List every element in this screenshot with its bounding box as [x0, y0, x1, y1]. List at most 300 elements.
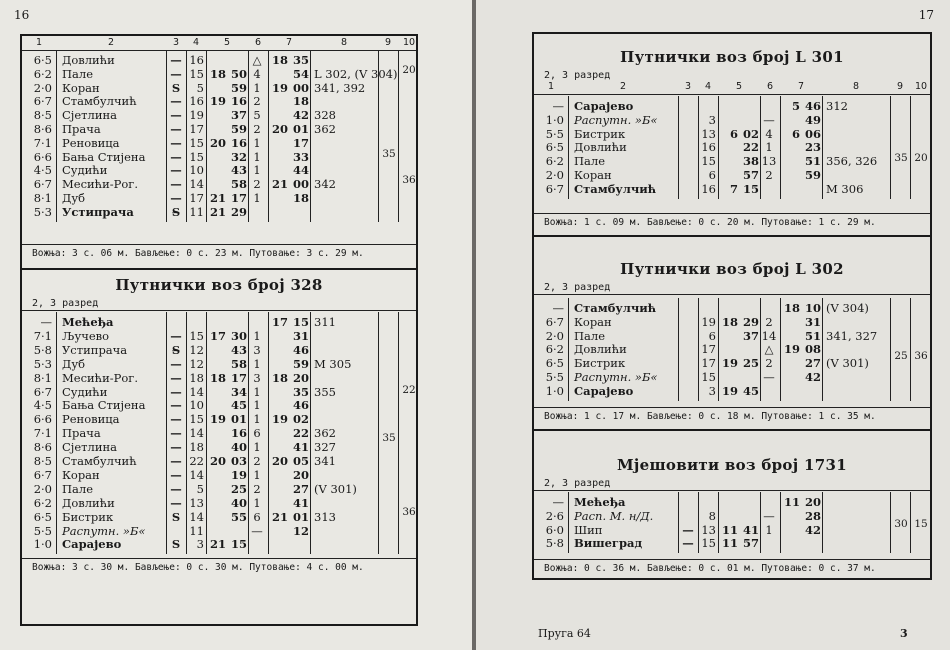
run-minutes: 22	[189, 454, 204, 468]
station-name: Устипрача	[62, 342, 128, 357]
km-cell: 6·5	[33, 509, 52, 524]
timetable-section	[534, 98, 930, 195]
station-name: Пале	[574, 154, 605, 169]
departure-minute: 08	[804, 342, 821, 357]
dwell-minutes: 1	[253, 398, 261, 413]
run-minutes: 16	[701, 140, 716, 155]
run-minutes: 13	[701, 126, 716, 141]
dwell-minutes: 4	[765, 126, 773, 141]
departure-minute: 22	[292, 426, 309, 441]
arrival-hour: 19	[209, 94, 226, 109]
run-minutes: 3	[708, 112, 716, 127]
run-minutes: 17	[189, 122, 204, 136]
dwell-minutes: 1	[253, 80, 261, 95]
column-number: 6	[766, 81, 774, 92]
dwell-minutes: 13	[761, 154, 777, 169]
km-cell: 5·8	[545, 536, 564, 551]
timetable-frame	[532, 32, 932, 580]
km-cell: 6·7	[33, 467, 52, 482]
timetable-frame	[20, 34, 418, 626]
dwell-minutes: △	[764, 342, 774, 357]
arrival-minute: 45	[742, 383, 759, 398]
station-name: Стамбулчић	[62, 94, 137, 109]
arrival-minute: 43	[230, 342, 247, 357]
stop-mark: S	[171, 509, 181, 524]
run-minutes: 14	[189, 509, 204, 524]
arrival-minute: 59	[230, 80, 247, 95]
departure-minute: 42	[292, 108, 309, 123]
arrival-minute: 16	[230, 426, 247, 441]
km-cell: 7·1	[33, 135, 52, 150]
departure-minute: 10	[804, 301, 821, 315]
station-name: Сарајево	[574, 99, 634, 113]
km-cell: 8·5	[33, 108, 52, 123]
run-minutes: 15	[701, 154, 716, 169]
run-minutes: 10	[189, 163, 204, 178]
sheet-number: 3	[900, 627, 908, 640]
departure-minute: 27	[292, 481, 309, 496]
page-number: 16	[14, 8, 30, 22]
arrival-hour: 20	[209, 135, 226, 150]
station-name: Коран	[62, 467, 100, 482]
km-cell: 6·5	[545, 140, 564, 155]
arrival-hour: 18	[721, 314, 738, 329]
run-minutes: 16	[189, 53, 204, 67]
run-minutes: 19	[701, 314, 716, 329]
table-row	[534, 169, 930, 183]
table-row	[534, 385, 930, 399]
footer-rule	[534, 559, 930, 560]
arrival-minute: 15	[742, 181, 759, 196]
km-cell: 6·7	[545, 314, 564, 329]
table-row	[534, 510, 930, 524]
dwell-minutes: 2	[253, 454, 261, 468]
departure-minute: 51	[804, 154, 821, 169]
dwell-minutes: 1	[253, 191, 261, 205]
station-name: Распутн. »Б«	[574, 112, 658, 127]
arrival-minute: 38	[742, 154, 759, 169]
stop-mark: S	[171, 80, 181, 95]
dwell-minutes: 5	[253, 108, 261, 123]
station-name: Бистрик	[574, 356, 626, 371]
departure-minute: 15	[292, 315, 309, 329]
departure-minute: 31	[292, 328, 309, 343]
footer-rule	[22, 244, 416, 245]
connections-note: (V 301)	[826, 356, 869, 371]
arrival-minute: 37	[230, 108, 247, 123]
connections-note: 362	[314, 122, 336, 136]
arrival-minute: 58	[230, 177, 247, 192]
km-cell: 1·0	[545, 112, 564, 127]
km-cell: 2·0	[545, 328, 564, 343]
arrival-minute: 16	[230, 94, 247, 109]
table-row	[534, 114, 930, 128]
timetable-section	[534, 300, 930, 397]
station-name: Сарајево	[574, 383, 634, 398]
column-number: 1	[547, 81, 555, 92]
stop-mark: —	[170, 149, 182, 164]
arrival-minute: 59	[230, 122, 247, 136]
arrival-minute: 22	[742, 140, 759, 155]
arrival-minute: 25	[742, 356, 759, 371]
connections-note: (V 304)	[826, 301, 869, 315]
departure-minute: 20	[292, 370, 309, 385]
stop-mark: —	[170, 163, 182, 178]
arrival-minute: 32	[230, 149, 247, 164]
km-cell: 7·1	[33, 328, 52, 343]
dwell-minutes: △	[252, 53, 262, 67]
km-cell: 8·5	[33, 454, 52, 468]
table-row	[534, 100, 930, 114]
connections-note: 341, 327	[826, 328, 878, 343]
connections-note: L 302, (V 304)	[314, 66, 398, 81]
arrival-minute: 57	[742, 168, 759, 182]
timetable-section	[22, 314, 416, 550]
column-number: 2	[107, 37, 115, 48]
title-rule	[22, 310, 416, 311]
station-name: Реновица	[62, 412, 120, 427]
arrival-minute: 45	[230, 398, 247, 413]
column-number: 3	[684, 81, 692, 92]
station-name: Пале	[574, 328, 605, 343]
departure-hour: 20	[271, 122, 288, 136]
departure-minute: 20	[804, 495, 821, 509]
km-cell: 6·6	[33, 412, 52, 427]
stop-mark: —	[170, 398, 182, 413]
departure-minute: 20	[292, 467, 309, 482]
connections-note: 311	[314, 315, 336, 329]
km-cell: 6·2	[545, 154, 564, 169]
departure-hour: 17	[271, 315, 288, 329]
run-minutes: 10	[189, 398, 204, 413]
dwell-minutes: 1	[253, 384, 261, 399]
table-row	[22, 469, 416, 483]
km-cell: 8·1	[33, 191, 52, 205]
side-value: 36	[402, 174, 416, 186]
table-row	[22, 538, 416, 552]
dwell-minutes: 1	[253, 149, 261, 164]
table-row	[22, 316, 416, 330]
departure-minute: 06	[804, 126, 821, 141]
station-name: Коран	[574, 168, 612, 182]
column-number: 5	[223, 37, 231, 48]
station-name: Мећеђа	[62, 315, 114, 329]
station-name: Судићи	[62, 384, 108, 399]
station-name: Бистрик	[574, 126, 626, 141]
run-minutes: 11	[189, 204, 204, 219]
table-row	[534, 141, 930, 155]
dwell-minutes: 14	[761, 328, 777, 343]
station-name: Вишеград	[574, 536, 643, 551]
route-label: Пруга 64	[538, 627, 591, 640]
connections-note: M 306	[826, 181, 864, 196]
run-minutes: 15	[189, 66, 204, 81]
departure-hour: 18	[271, 370, 288, 385]
departure-hour: 18	[271, 53, 288, 67]
departure-minute: 51	[804, 328, 821, 343]
station-name: Довлићи	[574, 342, 627, 357]
station-name: Судићи	[62, 163, 108, 178]
run-minutes: 18	[189, 440, 204, 455]
km-cell: 4·5	[33, 163, 52, 178]
arrival-hour: 21	[209, 204, 226, 219]
km-cell: 6·7	[33, 177, 52, 192]
run-minutes: 17	[189, 191, 204, 205]
run-minutes: 5	[196, 481, 204, 496]
station-name: Шип	[574, 522, 603, 537]
station-name: Распутн. »Б«	[574, 370, 658, 384]
station-name: Месићи-Рог.	[62, 177, 138, 192]
timetable-section	[22, 52, 416, 218]
side-value: 36	[402, 506, 416, 518]
station-name: Коран	[574, 314, 612, 329]
column-number: 4	[192, 37, 200, 48]
arrival-hour: 19	[721, 383, 738, 398]
column-number: 1	[35, 37, 43, 48]
connections-note: 355	[314, 384, 336, 399]
run-minutes: 13	[189, 495, 204, 510]
run-minutes: 6	[708, 328, 716, 343]
arrival-minute: 16	[230, 135, 247, 150]
km-cell: 5·5	[545, 370, 564, 384]
km-cell: 6·5	[545, 356, 564, 371]
departure-minute: 18	[292, 94, 309, 109]
stop-mark: —	[170, 454, 182, 468]
connections-note: 312	[826, 99, 848, 113]
stop-mark: —	[170, 66, 182, 81]
connections-note: 341	[314, 454, 336, 468]
km-cell: 2·0	[33, 481, 52, 496]
table-row	[22, 123, 416, 137]
table-row	[534, 343, 930, 357]
departure-minute: 46	[804, 99, 821, 113]
departure-hour: 21	[271, 177, 288, 192]
side-value: 25	[894, 350, 908, 362]
dwell-minutes: 1	[765, 522, 773, 537]
departure-minute: 59	[804, 168, 821, 182]
dwell-minutes: —	[763, 370, 775, 384]
table-row	[22, 68, 416, 82]
connections-note: 313	[314, 509, 336, 524]
run-minutes: 15	[701, 536, 716, 551]
title-rule	[534, 490, 930, 491]
side-value: 35	[382, 148, 396, 160]
dwell-minutes: 1	[253, 356, 261, 371]
stop-mark: —	[170, 53, 182, 67]
section-rule	[22, 268, 416, 270]
departure-minute: 42	[804, 522, 821, 537]
journey-summary: Вожња: 0 с. 36 м. Бављење: 0 с. 01 м. Путовање: 0 с. 37 м.	[544, 563, 876, 575]
column-number: 9	[384, 37, 392, 48]
table-row	[534, 302, 930, 316]
departure-hour: 19	[271, 80, 288, 95]
stop-mark: —	[170, 356, 182, 371]
departure-minute: 42	[804, 370, 821, 384]
footer-rule	[534, 407, 930, 408]
table-row	[22, 483, 416, 497]
table-row	[22, 358, 416, 372]
dwell-minutes: 1	[253, 495, 261, 510]
side-value: 36	[914, 350, 928, 362]
departure-hour: 6	[791, 126, 800, 141]
departure-hour: 19	[783, 342, 800, 357]
journey-summary: Вожња: 1 с. 09 м. Бављење: 0 с. 20 м. Путовање: 1 с. 29 м.	[544, 216, 876, 228]
km-cell: 6·6	[33, 149, 52, 164]
station-name: Прача	[62, 122, 101, 136]
table-row	[22, 206, 416, 220]
station-name: Бистрик	[62, 509, 114, 524]
departure-minute: 02	[292, 412, 309, 427]
table-row	[534, 128, 930, 142]
stop-mark: —	[682, 536, 694, 551]
departure-minute: 01	[292, 122, 309, 136]
station-name: Довлићи	[62, 495, 115, 510]
side-value: 35	[382, 432, 396, 444]
departure-minute: 18	[292, 191, 309, 205]
table-row	[534, 155, 930, 169]
km-cell: 6·7	[545, 181, 564, 196]
class-note: 2, 3 разред	[544, 282, 611, 293]
run-minutes: 14	[189, 426, 204, 441]
page-number: 17	[918, 8, 934, 22]
stop-mark: S̶	[171, 342, 181, 357]
run-minutes: 15	[189, 149, 204, 164]
connections-note: M 305	[314, 356, 352, 371]
km-cell: 6·5	[33, 53, 52, 67]
departure-hour: 11	[783, 495, 800, 509]
stop-mark: —	[170, 440, 182, 455]
run-minutes: 15	[189, 135, 204, 150]
arrival-hour: 19	[721, 356, 738, 371]
column-number: 7	[797, 81, 805, 92]
stop-mark: —	[170, 467, 182, 482]
stop-mark: —	[170, 328, 182, 343]
dwell-minutes: —	[763, 508, 775, 523]
stop-mark: —	[170, 94, 182, 109]
section-rule	[534, 429, 930, 431]
station-name: Коран	[62, 80, 100, 95]
journey-summary: Вожња: 3 с. 06 м. Бављење: 0 с. 23 м. Путовање: 3 с. 29 м.	[32, 247, 364, 259]
arrival-hour: 19	[209, 412, 226, 427]
dwell-minutes: —	[251, 523, 263, 538]
km-cell: 6·7	[33, 94, 52, 109]
table-row	[22, 399, 416, 413]
station-name: Расп. М. н/Д.	[574, 508, 654, 523]
arrival-minute: 57	[742, 536, 759, 551]
arrival-minute: 25	[230, 481, 247, 496]
column-header	[534, 80, 930, 95]
dwell-minutes: 1	[253, 135, 261, 150]
side-value: 22	[402, 384, 416, 396]
arrival-minute: 29	[742, 314, 759, 329]
km-cell: 4·5	[33, 398, 52, 413]
dwell-minutes: 3	[253, 342, 261, 357]
side-value: 30	[894, 518, 908, 530]
station-name: Пале	[62, 481, 93, 496]
station-name: Прача	[62, 426, 101, 441]
arrival-minute: 40	[230, 440, 247, 455]
table-row	[22, 137, 416, 151]
connections-note: 342	[314, 177, 336, 192]
departure-minute: 44	[292, 163, 309, 178]
station-name: Сјетлина	[62, 440, 118, 455]
km-cell: 1·0	[545, 383, 564, 398]
departure-minute: 35	[292, 53, 309, 67]
km-cell: —	[40, 315, 52, 329]
footer-rule	[22, 558, 416, 559]
km-cell: —	[552, 99, 564, 113]
km-cell: 8·6	[33, 122, 52, 136]
km-cell: 5·5	[545, 126, 564, 141]
run-minutes: 5	[196, 80, 204, 95]
departure-hour: 18	[783, 301, 800, 315]
dwell-minutes: 2	[253, 122, 261, 136]
column-number: 5	[735, 81, 743, 92]
run-minutes: 12	[189, 342, 204, 357]
stop-mark: —	[170, 122, 182, 136]
km-cell: 6·7	[33, 384, 52, 399]
station-name: Мећеђа	[574, 495, 626, 509]
run-minutes: 14	[189, 177, 204, 192]
departure-hour: 21	[271, 509, 288, 524]
column-number: 2	[619, 81, 627, 92]
table-row	[22, 330, 416, 344]
column-number: 8	[340, 37, 348, 48]
table-row	[22, 54, 416, 68]
connections-note: 341, 392	[314, 80, 366, 95]
run-minutes: 8	[708, 508, 716, 523]
column-number: 3	[172, 37, 180, 48]
title-rule	[534, 294, 930, 295]
dwell-minutes: 1	[765, 140, 773, 155]
arrival-hour: 18	[209, 370, 226, 385]
arrival-minute: 29	[230, 204, 247, 219]
connections-note: 327	[314, 440, 336, 455]
arrival-minute: 15	[230, 537, 247, 552]
column-header	[22, 36, 416, 51]
table-row	[22, 372, 416, 386]
table-row	[22, 164, 416, 178]
arrival-hour: 17	[209, 328, 226, 343]
table-row	[534, 537, 930, 551]
column-number: 9	[896, 81, 904, 92]
run-minutes: 14	[189, 467, 204, 482]
run-minutes: 18	[189, 370, 204, 385]
stop-mark: S̶	[171, 204, 181, 219]
departure-minute: 00	[292, 80, 309, 95]
table-row	[22, 151, 416, 165]
stop-mark: —	[170, 495, 182, 510]
run-minutes: 12	[189, 356, 204, 371]
table-row	[534, 357, 930, 371]
km-cell: 6·2	[545, 342, 564, 357]
connections-note: 328	[314, 108, 336, 123]
column-number: 6	[254, 37, 262, 48]
right-page	[476, 0, 950, 650]
table-row	[534, 371, 930, 385]
run-minutes: 17	[701, 342, 716, 357]
departure-minute: 41	[292, 495, 309, 510]
run-minutes: 16	[701, 181, 716, 196]
footer-rule	[534, 213, 930, 214]
side-value: 15	[914, 518, 928, 530]
departure-minute: 59	[292, 356, 309, 371]
run-minutes: 15	[701, 370, 716, 384]
km-cell: 8·6	[33, 440, 52, 455]
station-name: Сарајево	[62, 537, 122, 552]
arrival-hour: 21	[209, 537, 226, 552]
station-name: Сјетлина	[62, 108, 118, 123]
